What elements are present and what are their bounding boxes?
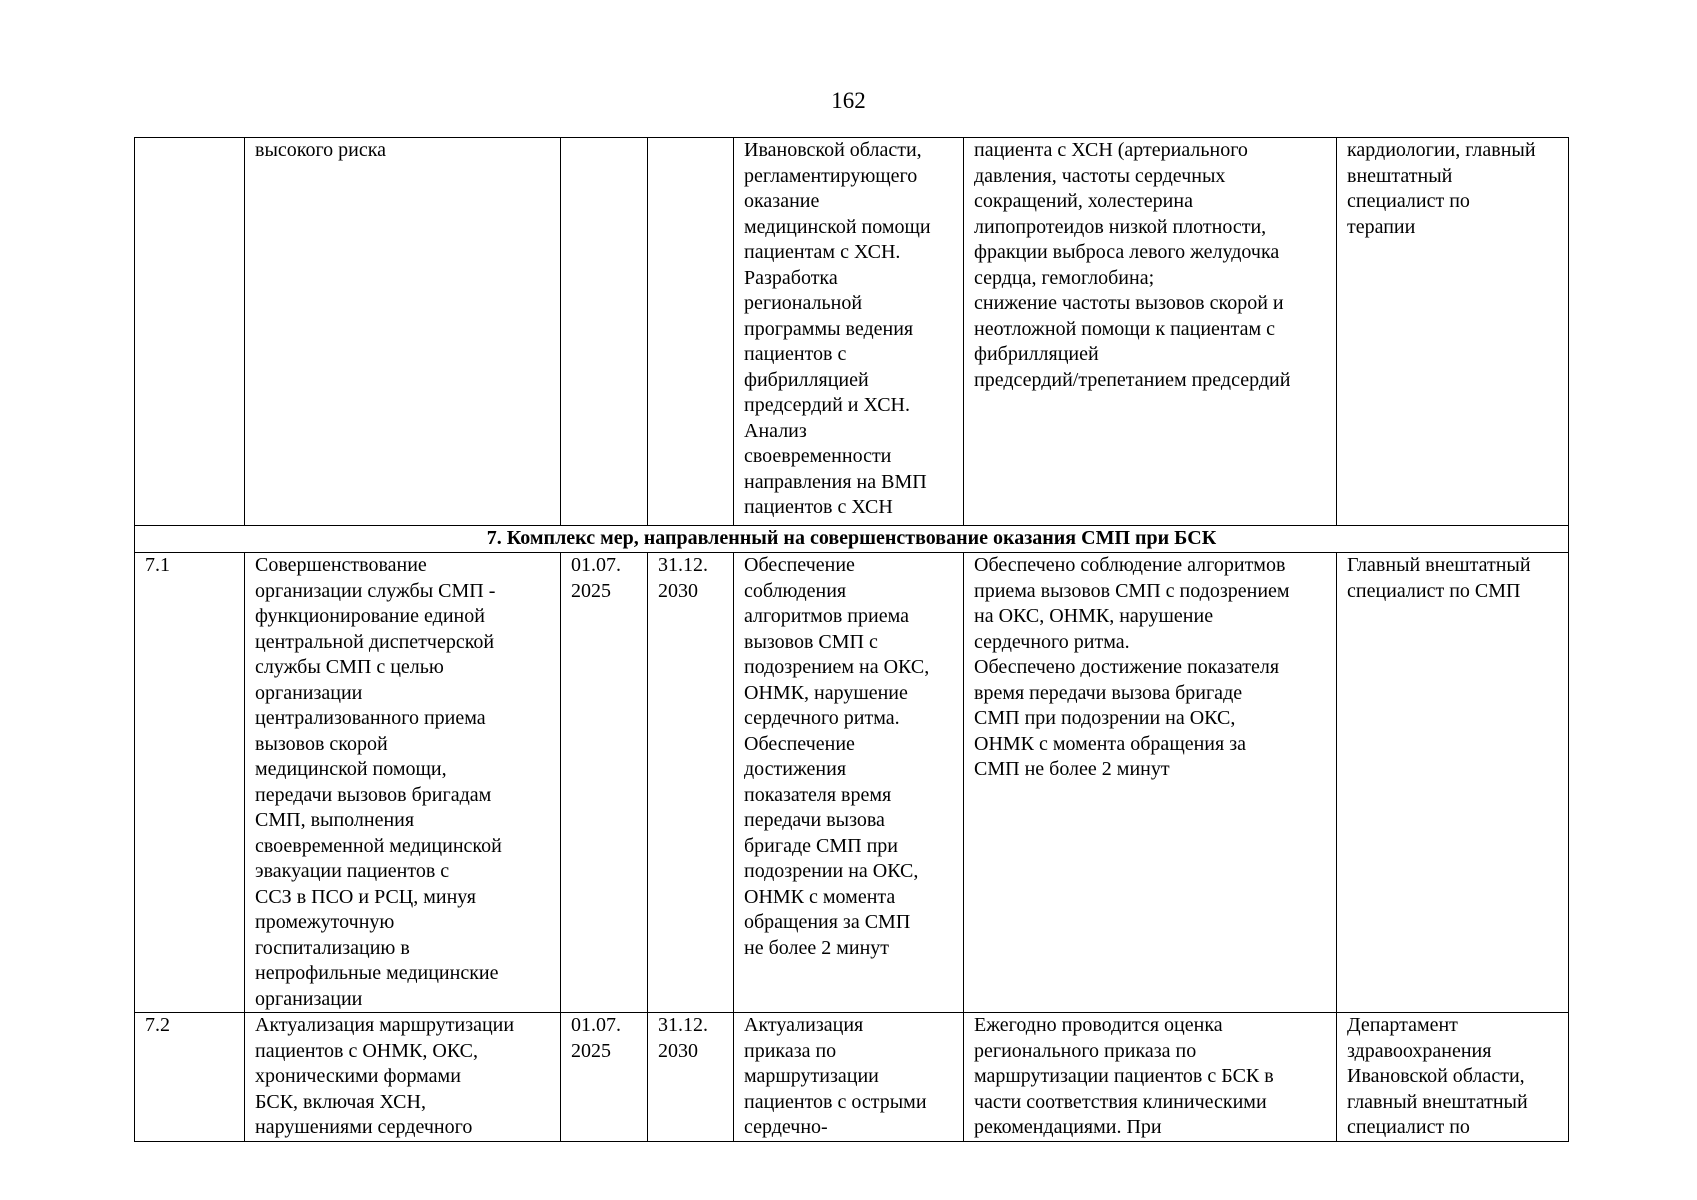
cell-start-date [561, 138, 648, 526]
cell-responsible: Главный внештатный специалист по СМП [1337, 553, 1569, 1013]
cell-end-date: 31.12. 2030 [648, 553, 734, 1013]
table-row [135, 138, 1569, 526]
cell-number: 7.2 [135, 1013, 245, 1142]
table-row [135, 1013, 1569, 1142]
cell-responsible: Департамент здравоохранения Ивановской области, главный внештатный специалист по [1337, 1013, 1569, 1142]
cell-indicator: пациента с ХСН (артериального давления, частоты сердечных сокращений, холестерина липопротеидов низкой плотности, фракции выброса левого желудочка сердца, гемоглобина; снижение частоты вызовов скорой и неотложной помощи к пациентам с фибрилляцией предсердий/трепетанием предсердий [964, 138, 1337, 526]
section-heading: 7. Комплекс мер, направленный на совершенствование оказания СМП при БСК [135, 526, 1569, 553]
cell-indicator: Ежегодно проводится оценка регионального приказа по маршрутизации пациентов с БСК в части соответствия клиническими рекомендациями. При [964, 1013, 1337, 1142]
table-row [135, 553, 1569, 1013]
cell-responsible: кардиологии, главный внештатный специалист по терапии [1337, 138, 1569, 526]
cell-start-date: 01.07. 2025 [561, 553, 648, 1013]
cell-end-date: 31.12. 2030 [648, 1013, 734, 1142]
cell-end-date [648, 138, 734, 526]
cell-start-date: 01.07. 2025 [561, 1013, 648, 1142]
section-heading-row [135, 526, 1569, 553]
cell-indicator: Обеспечено соблюдение алгоритмов приема вызовов СМП с подозрением на ОКС, ОНМК, нарушение сердечного ритма. Обеспечено достижение показателя время передачи вызова бригаде СМП при подозрении на ОКС, ОНМК с момента обращения за СМП не более 2 минут [964, 553, 1337, 1013]
cell-measure: Совершенствование организации службы СМП - функционирование единой центральной диспетчерской службы СМП с целью организации централизованного приема вызовов скорой медицинской помощи, передачи вызовов бригадам СМП, выполнения своевременной медицинской эвакуации пациентов с ССЗ в ПСО и РСЦ, минуя промежуточную госпитализацию в непрофильные медицинские организации [245, 553, 561, 1013]
cell-result: Актуализация приказа по маршрутизации пациентов с острыми сердечно- [734, 1013, 964, 1142]
page-number: 162 [831, 88, 866, 113]
cell-result: Ивановской области, регламентирующего оказание медицинской помощи пациентам с ХСН. Разработка региональной программы ведения пациентов с фибрилляцией предсердий и ХСН. Анализ своевременности направления на ВМП пациентов с ХСН [734, 138, 964, 526]
cell-measure: высокого риска [245, 138, 561, 526]
cell-result: Обеспечение соблюдения алгоритмов приема вызовов СМП с подозрением на ОКС, ОНМК, нарушение сердечного ритма. Обеспечение достижения показателя время передачи вызова бригаде СМП при подозрении на ОКС, ОНМК с момента обращения за СМП не более 2 минут [734, 553, 964, 1013]
measures-table [134, 137, 1569, 1142]
cell-number [135, 138, 245, 526]
cell-number: 7.1 [135, 553, 245, 1013]
cell-measure: Актуализация маршрутизации пациентов с ОНМК, ОКС, хроническими формами БСК, включая ХСН, нарушениями сердечного [245, 1013, 561, 1142]
